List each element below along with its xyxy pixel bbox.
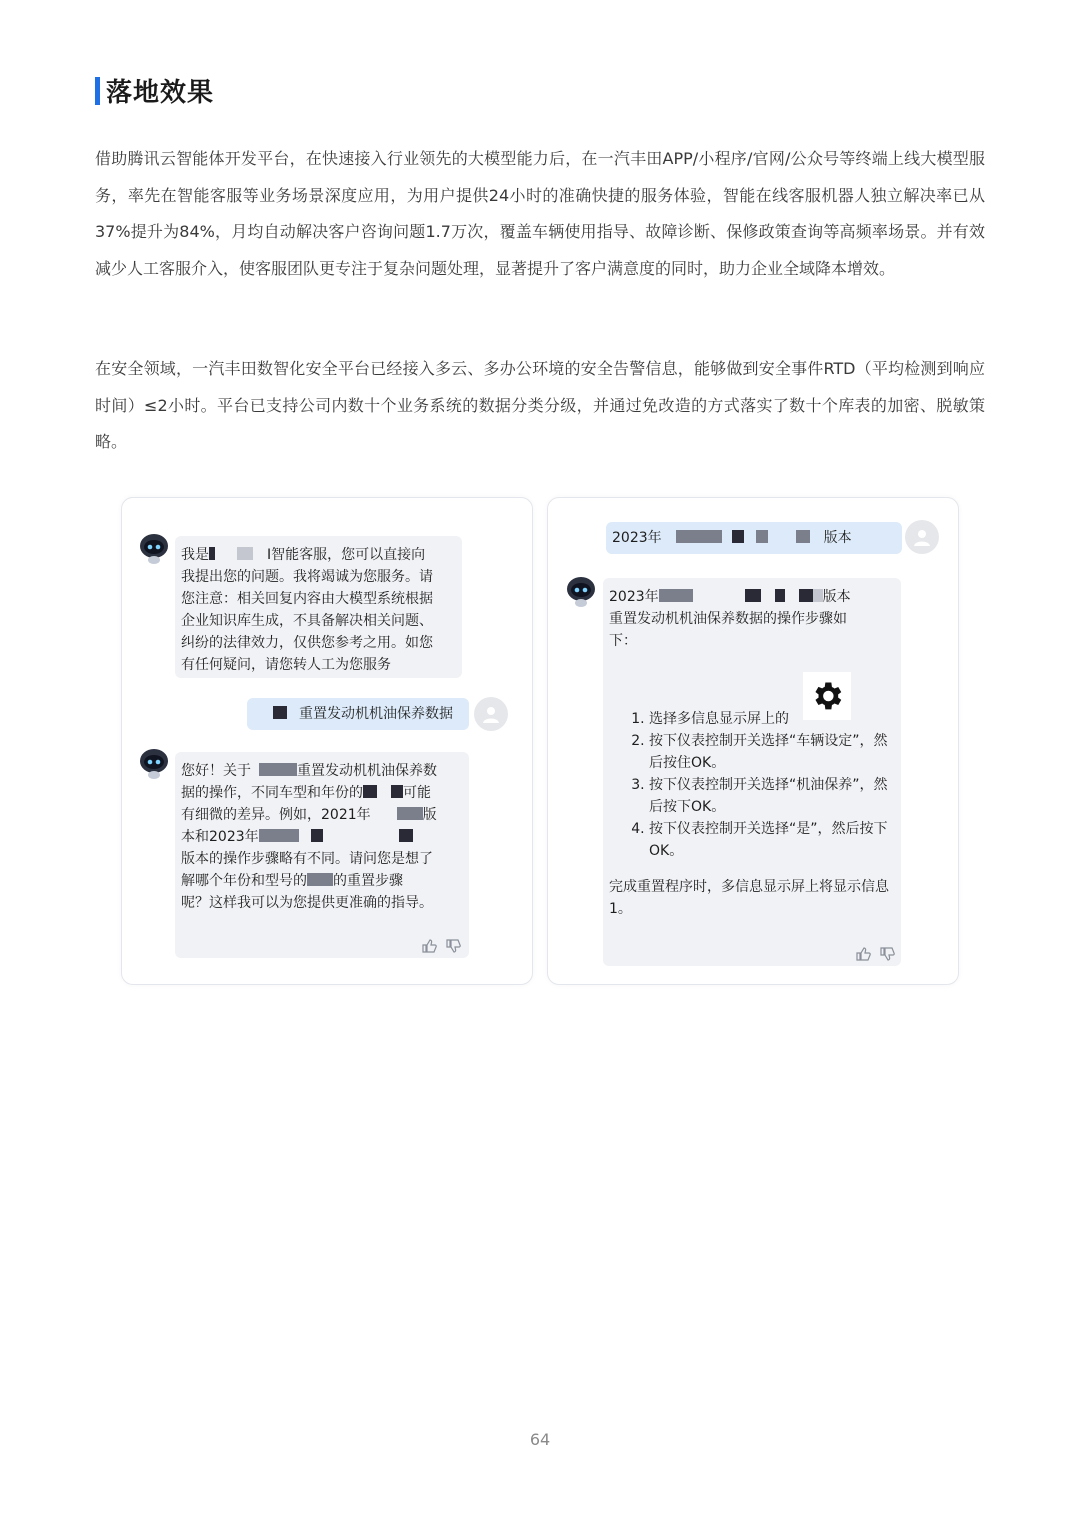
redacted-block bbox=[259, 829, 299, 842]
feedback-icons bbox=[421, 938, 461, 954]
text: I智能客服，您可以直接向 bbox=[267, 547, 426, 563]
bot-message-clarify bbox=[175, 752, 469, 958]
title-accent-bar bbox=[95, 77, 100, 105]
user-message-query bbox=[247, 698, 469, 730]
text: 重置发动机机油保养数据 bbox=[299, 706, 453, 722]
chat-screenshot-right bbox=[547, 497, 959, 985]
gear-image bbox=[803, 672, 851, 720]
page-number: 64 bbox=[529, 1430, 551, 1449]
redacted-block bbox=[813, 589, 823, 602]
text: 本和2023年 bbox=[181, 829, 259, 845]
redacted-block bbox=[775, 589, 785, 602]
redacted-block bbox=[676, 530, 722, 543]
user-avatar bbox=[905, 520, 939, 554]
redacted-block bbox=[745, 589, 761, 602]
user-message-model bbox=[606, 522, 902, 554]
section-title-text: 落地效果 bbox=[106, 78, 215, 108]
text-line: 呢？这样我可以为您提供更准确的指导。 bbox=[181, 895, 433, 911]
robot-avatar-icon bbox=[137, 531, 171, 565]
text: 版 bbox=[422, 807, 437, 823]
text-line: 企业知识库生成，不具备解决相关问题、 bbox=[181, 613, 433, 629]
text-line: 重置发动机机油保养数据的操作步骤如 bbox=[609, 611, 847, 627]
text: 2023年 bbox=[609, 589, 659, 605]
text: 据的操作，不同车型和年份的 bbox=[181, 785, 363, 801]
step-item: 4. 按下仪表控制开关选择“是”，然后按下OK。 bbox=[649, 818, 893, 862]
text-line: 版本的操作步骤略有不同。请问您是想了 bbox=[181, 851, 433, 867]
text-line: 我提出您的问题。我将竭诚为您服务。请 bbox=[181, 569, 433, 585]
redacted-block bbox=[307, 873, 333, 886]
bot-message-greeting bbox=[175, 536, 462, 678]
text: 重置发动机机油保养数 bbox=[297, 763, 437, 779]
steps-list bbox=[609, 708, 893, 862]
robot-avatar-icon bbox=[137, 746, 171, 780]
redacted-block bbox=[259, 763, 297, 776]
text-line: 您注意：相关回复内容由大模型系统根据 bbox=[181, 591, 433, 607]
step-item: 3. 按下仪表控制开关选择“机油保养”，然后按下OK。 bbox=[649, 774, 893, 818]
redacted-block bbox=[756, 530, 768, 543]
user-avatar bbox=[474, 697, 508, 731]
chat-screenshot-left bbox=[121, 497, 533, 985]
text-line: 下： bbox=[609, 633, 637, 649]
text: 解哪个年份和型号的 bbox=[181, 873, 307, 889]
text: 您好！关于 bbox=[181, 763, 251, 779]
redacted-block bbox=[659, 589, 693, 602]
step-item: 1. 选择多信息显示屏上的 bbox=[649, 708, 893, 730]
thumbs-up-icon[interactable] bbox=[855, 946, 871, 962]
text-line: 纠纷的法律效力，仅供您参考之用。如您 bbox=[181, 635, 433, 651]
thumbs-up-icon[interactable] bbox=[421, 938, 437, 954]
text-line: 有任何疑问，请您转人工为您服务 bbox=[181, 657, 391, 673]
redacted-block bbox=[799, 589, 813, 602]
redacted-block bbox=[311, 829, 323, 842]
redacted-block bbox=[363, 785, 377, 798]
thumbs-down-icon[interactable] bbox=[445, 938, 461, 954]
thumbs-down-icon[interactable] bbox=[879, 946, 895, 962]
paragraph-security: 在安全领域，一汽丰田数智化安全平台已经接入多云、多办公环境的安全告警信息，能够做到安全事件RTD（平均检测到响应时间）≤2小时。平台已支持公司内数十个业务系统的数据分类分级，并通过免改造的方式落实了数十个库表的加密、脱敏策略。 bbox=[95, 359, 985, 451]
redacted-block bbox=[796, 530, 810, 543]
redacted-block bbox=[237, 547, 253, 560]
text: 有细微的差异。例如，2021年 bbox=[181, 807, 371, 823]
redacted-block bbox=[209, 547, 215, 560]
gear-icon bbox=[809, 678, 845, 714]
paragraph-results: 借助腾讯云智能体开发平台，在快速接入行业领先的大模型能力后，在一汽丰田APP/小程序/官网/公众号等终端上线大模型服务，率先在智能客服等业务场景深度应用，为用户提供24小时的准确快捷的服务体验，智能在线客服机器人独立解决率已从37%提升为84%，月均自动解决客户咨询问题1.7万次，覆盖车辆使用指导、故障诊断、保修政策查询等高频率场景。并有效减少人工客服介入，使客服团队更专注于复杂问题处理，显著提升了客户满意度的同时，助力企业全域降本增效。 bbox=[95, 149, 985, 278]
user-silhouette-icon bbox=[911, 526, 933, 548]
text: 版本 bbox=[823, 530, 852, 546]
text: 2023年 bbox=[612, 530, 662, 546]
redacted-block bbox=[399, 829, 413, 842]
section-title bbox=[95, 72, 214, 109]
bot-message-steps bbox=[603, 578, 901, 966]
robot-avatar-icon bbox=[564, 574, 598, 608]
redacted-block bbox=[391, 785, 403, 798]
user-silhouette-icon bbox=[480, 703, 502, 725]
text: 的重置步骤 bbox=[333, 873, 403, 889]
redacted-block bbox=[397, 807, 423, 820]
step-item: 2. 按下仪表控制开关选择“车辆设定”，然后按住OK。 bbox=[649, 730, 893, 774]
feedback-icons bbox=[855, 946, 895, 962]
text: 版本 bbox=[822, 589, 851, 605]
text: 可能 bbox=[403, 785, 431, 801]
closing-text: 完成重置程序时，多信息显示屏上将显示信息1。 bbox=[609, 879, 889, 917]
text: 我是 bbox=[181, 547, 209, 563]
redacted-block bbox=[273, 706, 287, 719]
redacted-block bbox=[732, 530, 744, 543]
